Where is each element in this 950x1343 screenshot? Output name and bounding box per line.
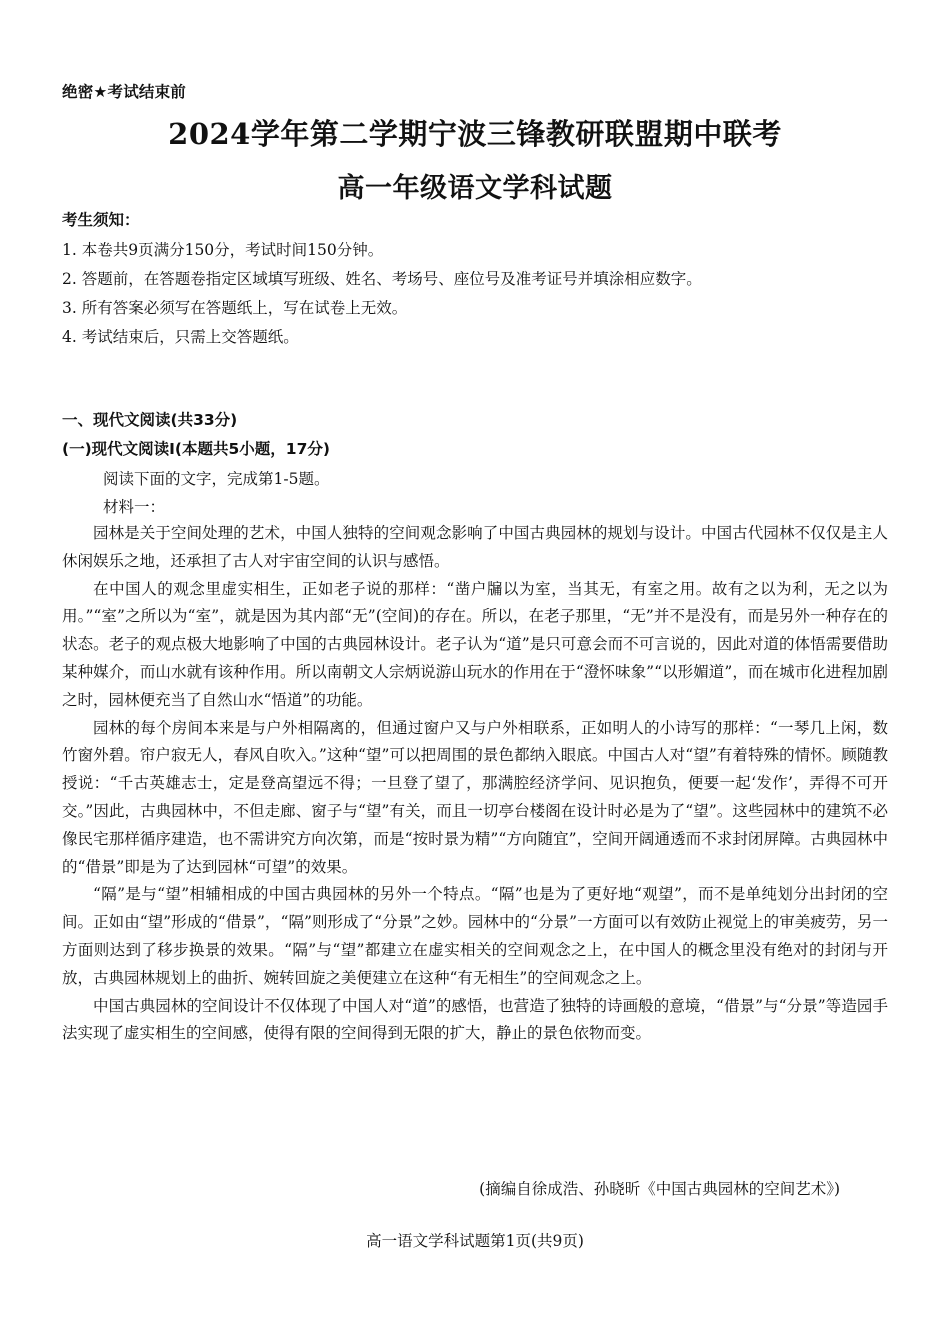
notice-item: 1. 本卷共9页满分150分，考试时间150分钟。 <box>62 241 384 259</box>
notice-heading: 考生须知： <box>62 211 140 229</box>
passage-paragraph: 园林是关于空间处理的艺术，中国人独特的空间观念影响了中国古典园林的规划与设计。中国古代园林不仅仅是主人休闲娱乐之地，还承担了古人对宇宙空间的认识与感悟。 <box>62 524 888 570</box>
reading-instructions <box>103 465 329 521</box>
subsection-heading: (一)现代文阅读Ⅰ(本题共5小题，17分) <box>62 440 330 458</box>
passage-source: (摘编自徐成浩、孙晓昕《中国古典园林的空间艺术》) <box>479 1180 840 1198</box>
passage-paragraph: 中国古典园林的空间设计不仅体现了中国人对“道”的感悟，也营造了独特的诗画般的意境，“借景”与“分景”等造园手法实现了虚实相生的空间感，使得有限的空间得到无限的扩大，静止的景色依物而变。 <box>62 996 888 1043</box>
passage-paragraph: 园林的每个房间本来是与户外相隔离的，但通过窗户又与户外相联系，正如明人的小诗写的那样：“一琴几上闲，数竹窗外碧。帘户寂无人，春风自吹入。”这种“望”可以把周围的景色都纳入眼底。中国古人对“望”有着特殊的情怀。顾随教授说：“千古英雄志士，定是登高望远不得；一旦登了望了，那满腔经济学问、见识抱负，便要一起‘发作’，弄得不可开交。”因此，古典园林中，不但走廊、窗子与“望”有关，而且一切亭台楼阁在设计时必是为了“望”。这些园林中的建筑不必像民宅那样循序建造，也不需讲究方向次第，而是“按时景为精”“方向随宜”，空间开阔通透而不求封闭屏障。古典园林中的“借景”即是为了达到园林“可望”的效果。 <box>62 718 888 876</box>
passage-paragraph: “隔”是与“望”相辅相成的中国古典园林的另外一个特点。“隔”也是为了更好地“观望”，而不是单纯划分出封闭的空间。正如由“望”形成的“借景”，“隔”则形成了“分景”之妙。园林中的“分景”一方面可以有效防止视觉上的审美疲劳，另一方面则达到了移步换景的效果。“隔”与“望”都建立在虚实相关的空间观念之上，在中国人的概念里没有绝对的封闭与开放，古典园林规划上的曲折、婉转回旋之美便建立在这种“有无相生”的空间观念之上。 <box>62 885 888 987</box>
instruction-text: 阅读下面的文字，完成第1-5题。 <box>103 470 330 488</box>
confidential-label: 绝密★考试结束前 <box>62 83 186 101</box>
passage-paragraph: 在中国人的观念里虚实相生，正如老子说的那样：“凿户牖以为室，当其无，有室之用。故有之以为利，无之以为用。”“室”之所以为“室”，就是因为其内部“无”(空间)的存在。所以，在老子那里，“无”并不是没有，而是另外一种存在的状态。老子的观点极大地影响了中国的古典园林设计。老子认为“道”是只可意会而不可言说的，因此对道的体悟需要借助某种媒介，而山水就有该种作用。所以南朝文人宗炳说游山玩水的作用在于“澄怀味象”“以形媚道”，而在城市化进程加剧之时，园林便充当了自然山水“悟道”的功能。 <box>62 579 888 709</box>
page-footer: 高一语文学科试题第1页(共9页) <box>366 1232 584 1250</box>
notice-item: 3. 所有答案必须写在答题纸上，写在试卷上无效。 <box>62 299 408 317</box>
section-heading: 一、现代文阅读(共33分) <box>62 411 238 429</box>
exam-title: 2024学年第二学期宁波三锋教研联盟期中联考 <box>168 117 782 151</box>
notice-item: 2. 答题前，在答题卷指定区域填写班级、姓名、考场号、座位号及准考证号并填涂相应数字。 <box>62 270 702 288</box>
notice-list <box>62 236 902 352</box>
notice-item: 4. 考试结束后，只需上交答题纸。 <box>62 328 299 346</box>
reading-passage <box>62 520 888 1048</box>
material-label: 材料一： <box>103 498 166 516</box>
exam-subtitle: 高一年级语文学科试题 <box>337 173 613 204</box>
